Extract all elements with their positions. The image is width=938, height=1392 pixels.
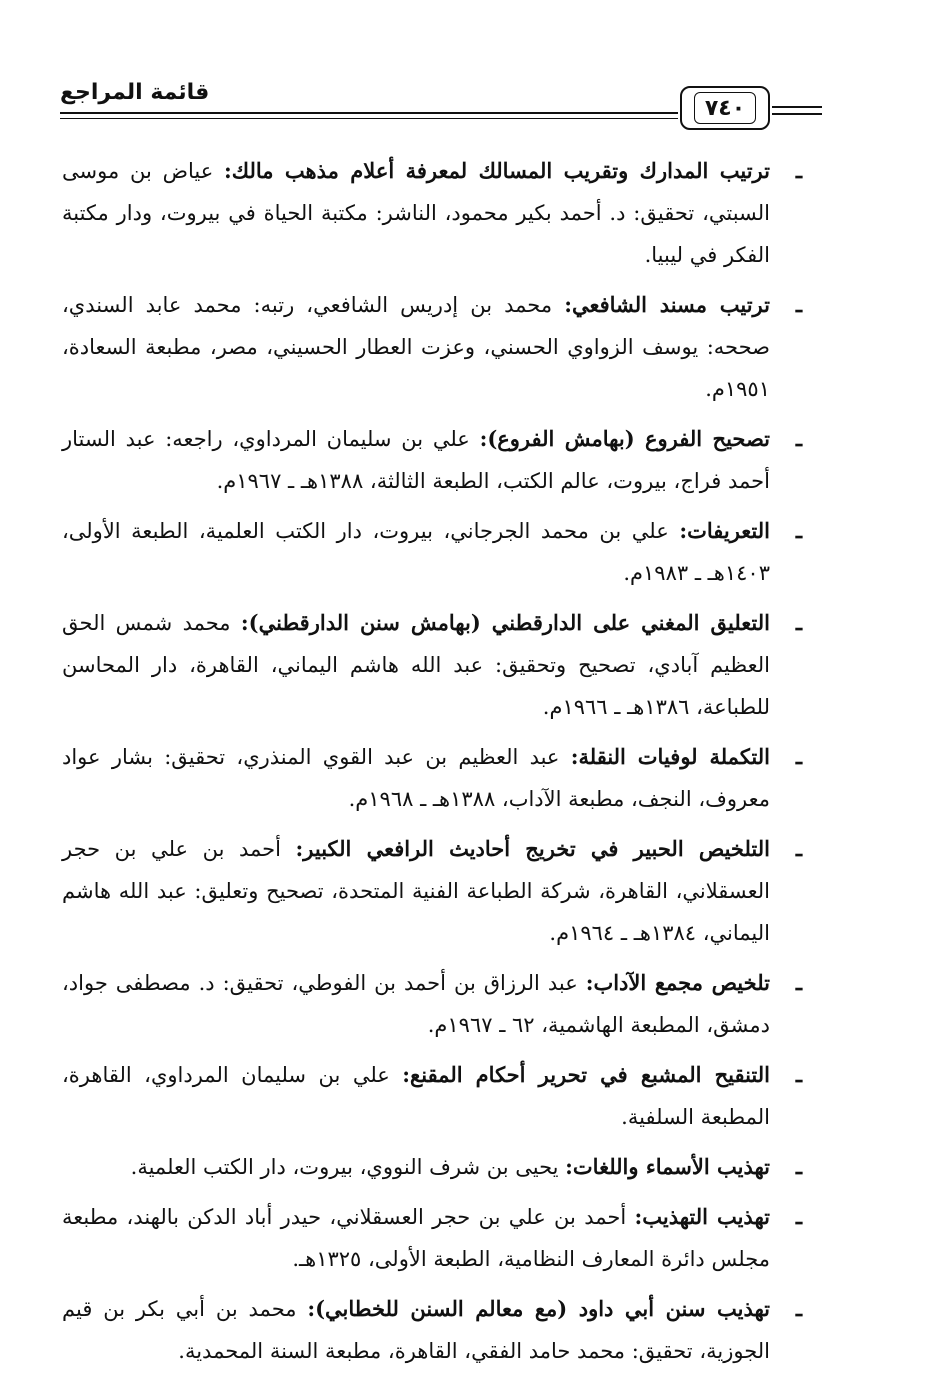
reference-entry [62,150,802,276]
reference-details: محمد بن إدريس الشافعي، رتبه: محمد عابد السندي، صححه: يوسف الزواوي الحسني، وعزت العطار الحسيني، مصر، مطبعة السعادة، ١٩٥١م. [62,293,770,401]
reference-entry [62,736,802,820]
reference-entry [62,1288,802,1372]
entry-bullet: ـ [795,744,802,769]
reference-title: التنقيح المشبع في تحرير أحكام المقنع: [402,1062,770,1087]
entry-bullet: ـ [795,426,802,451]
reference-title: تهذيب التهذيب: [634,1204,770,1229]
reference-title: تصحيح الفروع (بهامش الفروع): [479,426,771,451]
reference-title: التكملة لوفيات النقلة: [570,744,770,769]
entry-bullet: ـ [795,292,802,317]
entry-bullet: ـ [795,1062,802,1087]
reference-details: عياض بن موسى السبتي، تحقيق: د. أحمد بكير محمود، الناشر: مكتبة الحياة في بيروت، ودار مكتبة الفكر في ليبيا. [62,159,770,267]
reference-entry [62,828,802,954]
reference-entry [62,1196,802,1280]
reference-details: علي بن محمد الجرجاني، بيروت، دار الكتب العلمية، الطبعة الأولى، ١٤٠٣هـ ـ ١٩٨٣م. [62,519,770,585]
reference-entry [62,962,802,1046]
reference-entry [62,1054,802,1138]
reference-entry [62,602,802,728]
page-number: ٧٤٠ [694,92,756,124]
page-header [60,72,822,128]
reference-details: علي بن سليمان المرداوي، القاهرة، المطبعة السلفية. [62,1063,770,1129]
header-rule [60,112,678,114]
reference-entry [62,418,802,502]
reference-title: ترتيب مسند الشافعي: [564,292,770,317]
entry-bullet: ـ [795,1296,802,1321]
reference-details: محمد شمس الحق العظيم آبادي، تصحيح وتحقيق: عبد الله هاشم اليماني، القاهرة، دار المحاسن للطباعة، ١٣٨٦هـ ـ ١٩٦٦م. [62,611,770,719]
entry-bullet: ـ [795,1204,802,1229]
reference-details: أحمد بن علي بن حجر العسقلاني، القاهرة، شركة الطباعة الفنية المتحدة، تصحيح وتعليق: عبد الله هاشم اليماني، ١٣٨٤هـ ـ ١٩٦٤م. [62,837,770,945]
reference-title: ترتيب المدارك وتقريب المسالك لمعرفة أعلام مذهب مالك: [224,158,770,183]
reference-title: تهذيب سنن أبي داود (مع معالم السنن للخطابي): [307,1296,770,1321]
running-title: قائمة المراجع [60,80,210,105]
reference-title: تهذيب الأسماء واللغات: [565,1154,770,1179]
reference-entry [62,1146,802,1188]
header-rule-thin [60,118,678,119]
reference-details: يحيى بن شرف النووي، بيروت، دار الكتب العلمية. [130,1155,566,1179]
reference-details: أحمد بن علي بن حجر العسقلاني، حيدر أباد الدكن بالهند، مطبعة مجلس دائرة المعارف النظامية، الطبعة الأولى، ١٣٢٥هـ. [62,1205,770,1271]
entry-bullet: ـ [795,836,802,861]
reference-details: علي بن سليمان المرداوي، راجعه: عبد الستار أحمد فراج، بيروت، عالم الكتب، الطبعة الثالثة، ١٣٨٨هـ ـ ١٩٦٧م. [62,427,770,493]
entry-bullet: ـ [795,1154,802,1179]
reference-details: محمد بن أبي بكر بن قيم الجوزية، تحقيق: محمد حامد الفقي، القاهرة، مطبعة السنة المحمدية. [62,1297,770,1363]
reference-entry [62,510,802,594]
reference-entry [62,284,802,410]
reference-title: التعريفات: [679,518,770,543]
reference-list [62,150,802,1380]
reference-title: تلخيص مجمع الآداب: [585,970,770,995]
header-ornament-lines [772,106,822,120]
entry-bullet: ـ [795,158,802,183]
entry-bullet: ـ [795,610,802,635]
reference-details: عبد الرزاق بن أحمد بن الفوطي، تحقيق: د. مصطفى جواد، دمشق، المطبعة الهاشمية، ٦٢ ـ ١٩٦٧م. [62,971,770,1037]
page-number-frame [680,86,770,130]
reference-title: التعليق المغني على الدارقطني (بهامش سنن الدارقطني): [240,610,770,635]
reference-details: عبد العظيم بن عبد القوي المنذري، تحقيق: بشار عواد معروف، النجف، مطبعة الآداب، ١٣٨٨هـ ـ ١٩٦٨م. [62,745,770,811]
entry-bullet: ـ [795,518,802,543]
reference-title: التلخيص الحبير في تخريج أحاديث الرافعي الكبير: [295,836,770,861]
entry-bullet: ـ [795,970,802,995]
